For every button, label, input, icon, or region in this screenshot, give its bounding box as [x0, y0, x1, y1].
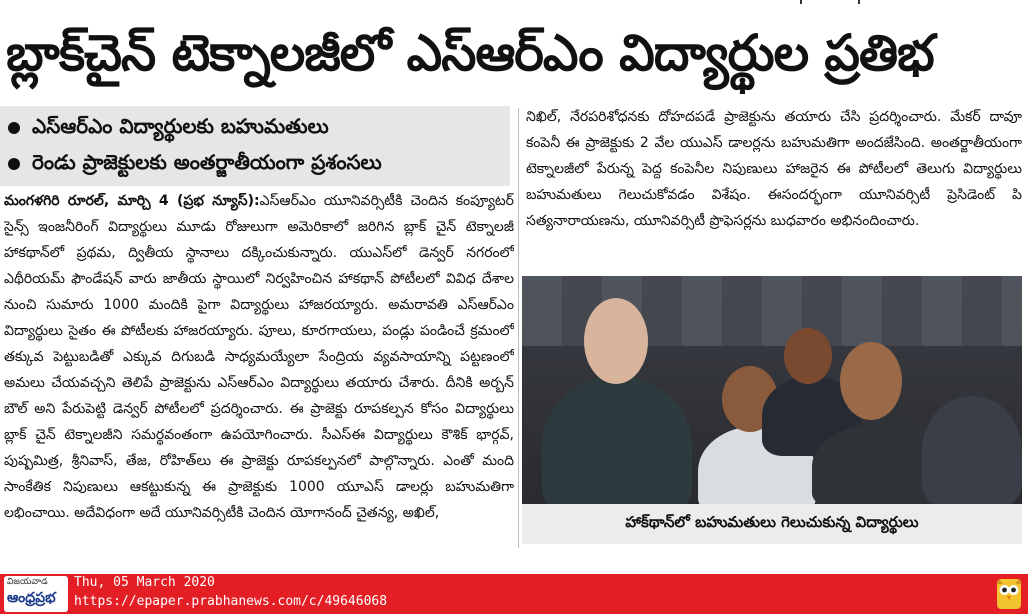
highlight-text: ఎస్ఆర్ఎం విద్యార్థులకు బహుమతులు [32, 113, 329, 138]
article-left-column [4, 188, 514, 554]
person-head [784, 328, 832, 384]
logo-name: ఆంధ్రప్రభ [7, 590, 56, 606]
issue-date: Thu, 05 March 2020 [74, 575, 215, 590]
dateline: మంగళగిరి రూరల్, మార్చి 4 (ప్రభ న్యూస్): [4, 193, 260, 209]
article-body-left [4, 188, 514, 552]
article-body-right: నిఖిల్, నేరపరిశోధనకు దోహదపడే ప్రాజెక్టును తయారు చేసి ప్రదర్శించారు. మేకర్ దావూ కంపెనీ ఈ ప్రాజెక్టుకు 2 వేల యుఎస్ డాలర్లను బహుమతిగా అందజేసింది. అంతర్జాతీయంగా టెక్నాలజీలో పేరున్న పెద్ద కంపెనీల నిపుణులు హాజరైన ఈ పోటీలలో తెలుగు విద్యార్థులు బహుమతులు గెలుచుకోవడం విశేషం. ఈసందర్భంగా యూనివర్సిటీ ప్రెసిడెంట్ పి సత్యనారాయణను, యూనివర్సిటీ ప్రొఫెసర్లను బుధవారం అభినందించారు. [526, 109, 1022, 229]
epaper-url[interactable]: https://epaper.prabhanews.com/c/49646068 [74, 594, 388, 609]
edge-mark [858, 0, 860, 4]
newspaper-logo[interactable] [4, 576, 68, 612]
person-figure [542, 376, 692, 504]
highlight-item [8, 110, 508, 146]
owl-icon[interactable] [996, 577, 1022, 611]
highlights-box [0, 106, 510, 186]
headline: బ్లాక్‌చైన్ టెక్నాలజీలో ఎస్ఆర్ఎం విద్యార్థుల ప్రతిభ [6, 24, 934, 82]
background-crowd [922, 396, 1022, 504]
students-photo [522, 276, 1022, 504]
person-head [584, 298, 648, 384]
bullet-icon [8, 158, 20, 170]
highlight-text: రెండు ప్రాజెక్టులకు అంతర్జాతీయంగా ప్రశంసలు [32, 149, 382, 174]
bullet-icon [8, 122, 20, 134]
article-text-left: ఎస్ఆర్ఎం యూనివర్సిటీకి చెందిన కంప్యూటర్ సైన్స్ ఇంజనీరింగ్ విద్యార్థులు మూడు రోజులుగా అమెరికాలో జరిగిన బ్లాక్ చైన్ టెక్నాలజీ హాకథాన్‌లో ప్రథమ, ద్వితీయ స్థానాలు దక్కించుకున్నారు. యుఎస్‌లో డెన్వర్ నగరంలో ఎథీరియమ్ ఫౌండేషన్ వారు జాతీయ స్థాయిలో నిర్వహించిన హాకథాన్ పోటీలలో వివిధ దేశాల నుంచి సుమారు 1000 మందికి పైగా విద్యార్థులు హాజరయ్యారు. అమరావతి ఎస్ఆర్ఎం విద్యార్థులు సైతం ఈ పోటీలకు హాజరయ్యారు. పూలు, కూరగాయలు, పండ్లు పండించే క్రమంలో తక్కువ పెట్టుబడితో ఎక్కువ దిగుబడి సాధ్యమయ్యేలా సేంద్రియ వ్యవసాయాన్ని పట్టణంలో అమలు చేయవచ్చని తెలిపే ప్రాజెక్టును ఎస్ఆర్ఎం విద్యార్థులు తయారు చేశారు. దీనికి అర్బన్ బౌల్ అని పేరుపెట్టి డెన్వర్ పోటీలలో ప్రదర్శించారు. ఈ ప్రాజెక్టు రూపకల్పన కోసం విద్యార్థులు బ్లాక్ చైన్ టెక్నాలజీని సమర్థవంతంగా ఉపయోగించారు. సీఎస్ఈ విద్యార్థులు కౌశిక్ భార్గవ్, పుష్పమిత్ర, శ్రీనివాస్, తేజ, రోహిత్‌లు ఈ ప్రాజెక్టు రూపకల్పనలో పాల్గొన్నారు. ఎంతో మంది సాంకేతిక నిపుణులు ఆకట్టుకున్న ఈ ప్రాజెక్టుకు 1000 యూఎస్ డాలర్లు బహుమతిగా లభించాయి. అదేవిధంగా అదే యూనివర్సిటీకి చెందిన యోగానంద్ చైతన్య, అఖిల్, [4, 193, 514, 521]
footer-bar [0, 574, 1028, 614]
edge-mark [800, 0, 802, 4]
column-divider [518, 108, 519, 548]
person-head [840, 342, 902, 420]
photo-caption: హాక్‌థాన్‌లో బహుమతులు గెలుచుకున్న విద్యార్థులు [522, 504, 1022, 544]
highlight-item [8, 146, 508, 182]
article-right-column [526, 104, 1022, 254]
top-edge [0, 0, 1028, 6]
logo-edition: విజయవాడ [7, 577, 48, 587]
